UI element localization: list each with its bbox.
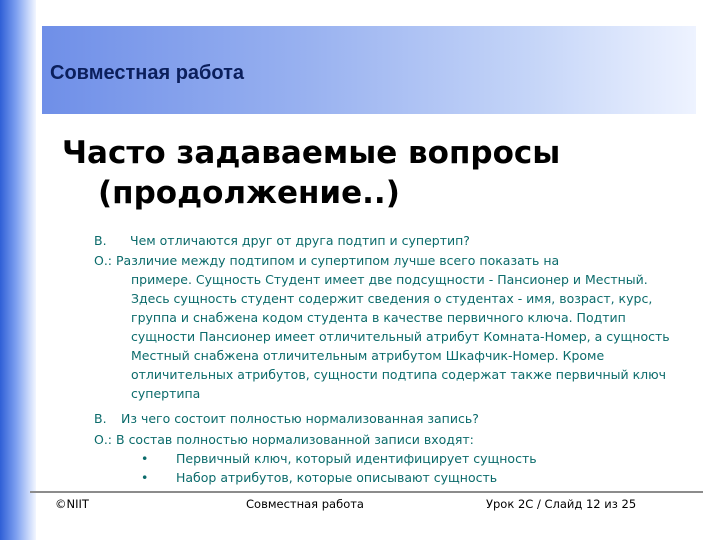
answer-2-bullet-list [141,449,537,487]
question-1 [94,231,686,250]
header-title: Совместная работа [50,62,245,84]
answer-1-first-line [94,251,686,270]
question-2-text: Из чего состоит полностью нормализованная запись? [121,411,479,426]
header-band [42,26,696,114]
question-1-text: Чем отличаются друг от друга подтип и супертип? [130,233,470,248]
answer-1-marker: О.: [94,253,113,268]
list-item [141,449,537,468]
answer-1 [94,251,686,403]
list-item [141,468,537,487]
answer-2 [94,430,686,449]
answer-2-marker: О.: [94,432,113,447]
question-2-marker: В. [94,411,107,426]
footer-divider [30,491,703,493]
footer-copyright: ©NIIT [55,497,89,511]
question-1-marker: В. [94,233,107,248]
left-accent-bar [0,0,36,540]
bullet-icon: • [141,451,149,466]
answer-2-text: В состав полностью нормализованной записи входят: [116,432,474,447]
answer-1-text-first: Различие между подтипом и супертипом лучше всего показать на [116,253,560,268]
footer-slide-number: Урок 2C / Слайд 12 из 25 [486,497,637,511]
question-2 [94,409,686,428]
slide-heading-line2: (продолжение..) [98,175,400,211]
answer-1-text-rest: примере. Сущность Студент имеет две подсущности - Пансионер и Местный. Здесь сущность студент содержит сведения о студентах - имя, возраст, курс, группа и снабжена кодом студента в качестве первичного ключа. Подтип сущности Пансионер имеет отличительный атрибут Комната-Номер, а сущность Местный снабжена отличительным атрибутом Шкафчик-Номер. Кроме отличительных атрибутов, сущности подтипа содержат также первичный ключ супертипа [131,272,670,401]
bullet-text: Первичный ключ, который идентифицирует сущность [176,451,537,466]
footer-course-title: Совместная работа [246,497,364,511]
bullet-text: Набор атрибутов, которые описывают сущность [176,470,498,485]
slide-heading-line1: Часто задаваемые вопросы [62,135,561,171]
bullet-icon: • [141,470,149,485]
slide-heading [62,133,682,213]
